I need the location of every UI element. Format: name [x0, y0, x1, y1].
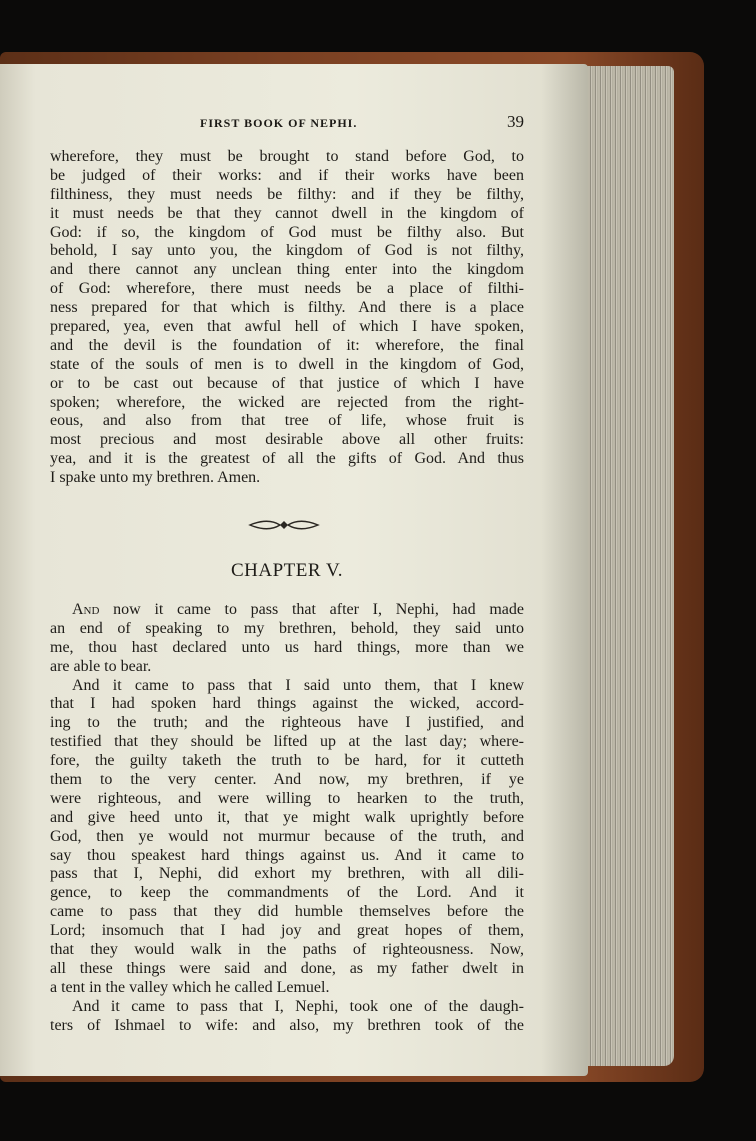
- text-line: all these things were said and done, as my father dwelt in: [50, 959, 524, 977]
- text-line: And it came to pass that I said unto them, that I knew: [72, 676, 524, 694]
- text-line: And it came to pass that I, Nephi, took one of the daugh-: [72, 997, 524, 1015]
- text-line: fore, the guilty taketh the truth to be hard, for it cutteth: [50, 752, 524, 770]
- drop-word: And: [72, 601, 100, 618]
- ornament-divider: [248, 518, 320, 532]
- text-line: be judged of their works: and if their works have been: [50, 166, 524, 184]
- running-head: [50, 112, 524, 136]
- text-line: pass that I, Nephi, did exhort my brethren, with all dili-: [50, 865, 524, 883]
- text-line: say thou speakest hard things against us. And it came to: [50, 846, 524, 864]
- text-line: gence, to keep the commandments of the Lord. And it: [50, 884, 524, 902]
- text-line: testified that they should be lifted up at the last day; where-: [50, 733, 524, 751]
- text-line: yea, and it is the greatest of all the gifts of God. And thus: [50, 450, 524, 468]
- text-line: filthiness, they must needs be filthy: and if they be filthy,: [50, 185, 524, 203]
- text-line: [50, 601, 524, 620]
- text-line: wherefore, they must be brought to stand before God, to: [50, 148, 524, 165]
- text-line: are able to bear.: [50, 657, 152, 675]
- text-line: God: if so, the kingdom of God must be filthy also. But: [50, 223, 524, 241]
- text-line: a tent in the valley which he called Lemuel.: [50, 978, 330, 996]
- text-line: came to pass that they did humble themselves before the: [50, 903, 524, 921]
- text-line: most precious and most desirable above all other fruits:: [50, 431, 524, 449]
- text-line: prepared, yea, even that awful hell of which I have spoken,: [50, 318, 524, 336]
- text-line: eous, and also from that tree of life, whose fruit is: [50, 412, 524, 430]
- page-number: 39: [507, 112, 524, 131]
- text-line: an end of speaking to my brethren, behold, they said unto: [50, 619, 524, 637]
- text-line: of God: wherefore, there must needs be a place of filthi-: [50, 280, 524, 298]
- text-line: that I had spoken hard things against the wicked, accord-: [50, 695, 524, 713]
- chapter-heading: CHAPTER V.: [231, 560, 343, 581]
- text-line: were righteous, and were willing to hearken to the truth,: [50, 789, 524, 807]
- line-rest: now it came to pass that after I, Nephi, had made: [99, 601, 524, 618]
- text-line: state of the souls of men is to dwell in the kingdom of God,: [50, 355, 524, 373]
- text-line: me, thou hast declared unto us hard things, more than we: [50, 638, 524, 656]
- text-line: them to the very center. And now, my brethren, if ye: [50, 771, 524, 789]
- text-line: and the devil is the foundation of it: wherefore, the final: [50, 336, 524, 354]
- text-line: and give heed unto it, that ye might walk uprightly before: [50, 808, 524, 826]
- paragraph-block-1: [50, 148, 524, 488]
- text-line: that they would walk in the paths of righteousness. Now,: [50, 941, 524, 959]
- paragraph-block-2: [50, 601, 524, 1035]
- text-line: or to be cast out because of that justice of which I have: [50, 374, 524, 392]
- text-line: I spake unto my brethren. Amen.: [50, 469, 261, 487]
- text-line: Lord; insomuch that I had joy and great hopes of them,: [50, 922, 524, 940]
- text-line: it must needs be that they cannot dwell in the kingdom of: [50, 204, 524, 222]
- text-line: ness prepared for that which is filthy. And there is a place: [50, 299, 524, 317]
- text-line: behold, I say unto you, the kingdom of God is not filthy,: [50, 242, 524, 260]
- text-line: spoken; wherefore, the wicked are rejected from the right-: [50, 393, 524, 411]
- page-edges: [576, 66, 674, 1066]
- text-line: ing to the truth; and the righteous have I justified, and: [50, 714, 524, 732]
- text-line: ters of Ishmael to wife: and also, my brethren took of the: [50, 1016, 524, 1034]
- text-line: God, then ye would not murmur because of the truth, and: [50, 827, 524, 845]
- text-line: and there cannot any unclean thing enter into the kingdom: [50, 261, 524, 279]
- running-title: FIRST BOOK OF NEPHI.: [200, 116, 358, 130]
